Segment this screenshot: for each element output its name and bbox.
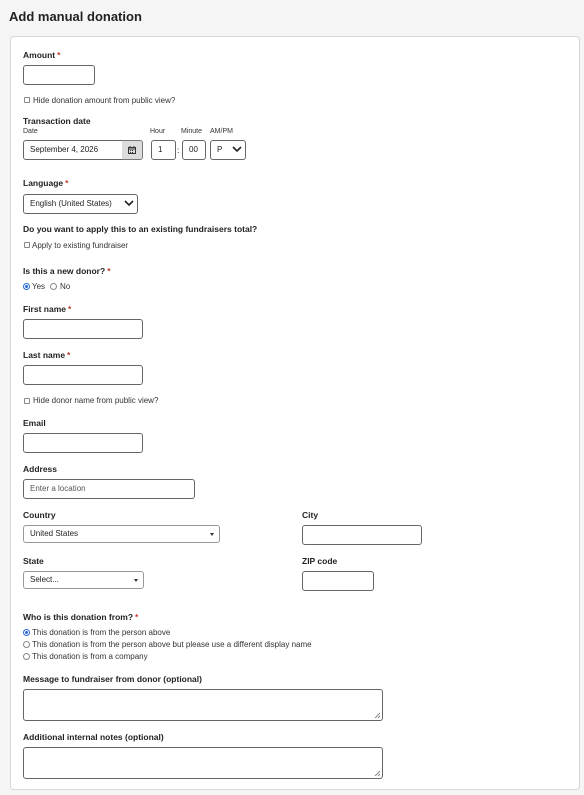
hide-donor-checkbox[interactable] [24, 398, 30, 404]
new-donor-yes-radio[interactable] [23, 283, 30, 290]
message-label: Message to fundraiser from donor (optional) [23, 674, 202, 684]
donation-from-person-label: This donation is from the person above [32, 628, 171, 637]
last-name-label: Last name * [23, 350, 71, 360]
required-mark: * [67, 350, 71, 360]
caret-down-icon [210, 533, 214, 536]
donation-from-label: Who is this donation from? * [23, 612, 139, 622]
donation-from-display-name-label: This donation is from the person above but please use a different display name [32, 640, 312, 649]
address-input[interactable]: Enter a location [23, 479, 195, 499]
new-donor-no-label: No [60, 282, 71, 291]
time-colon: : [177, 145, 180, 155]
address-label: Address [23, 464, 58, 474]
resize-grip-icon[interactable] [374, 712, 381, 719]
language-label: Language * [23, 178, 69, 188]
apply-existing-checkbox[interactable] [24, 242, 30, 248]
city-input[interactable] [302, 525, 422, 545]
hide-donor-label: Hide donor name from public view? [33, 396, 159, 405]
minute-label: Minute [181, 128, 203, 135]
hour-label: Hour [150, 128, 166, 135]
zip-input[interactable] [302, 571, 374, 591]
calendar-button[interactable] [122, 140, 143, 160]
first-name-label: First name * [23, 304, 72, 314]
notes-textarea[interactable] [23, 747, 383, 779]
existing-fundraiser-question: Do you want to apply this to an existing fundraisers total? [23, 224, 258, 234]
donation-from-company-radio[interactable] [23, 653, 30, 660]
ampm-value: P [217, 145, 223, 154]
donation-from-display-name-radio[interactable] [23, 641, 30, 648]
transaction-date-label: Transaction date [23, 116, 91, 126]
date-label: Date [23, 128, 38, 135]
new-donor-yes-label: Yes [32, 282, 46, 291]
required-mark: * [107, 266, 111, 276]
first-name-input[interactable] [23, 319, 143, 339]
notes-label: Additional internal notes (optional) [23, 732, 164, 742]
state-label: State [23, 556, 44, 566]
amount-input[interactable] [23, 65, 95, 85]
chevron-down-icon [232, 146, 242, 153]
ampm-label: AM/PM [210, 128, 233, 135]
calendar-icon [128, 146, 136, 154]
zip-label: ZIP code [302, 556, 338, 566]
city-label: City [302, 510, 319, 520]
hour-input[interactable]: 1 [151, 140, 176, 160]
required-mark: * [65, 178, 69, 188]
date-input[interactable]: September 4, 2026 [23, 140, 123, 160]
email-label: Email [23, 418, 46, 428]
required-mark: * [57, 50, 61, 60]
donation-from-person-radio[interactable] [23, 629, 30, 636]
message-textarea[interactable] [23, 689, 383, 721]
new-donor-no-radio[interactable] [50, 283, 57, 290]
required-mark: * [135, 612, 139, 622]
minute-input[interactable]: 00 [182, 140, 206, 160]
chevron-down-icon [124, 200, 134, 207]
resize-grip-icon[interactable] [374, 770, 381, 777]
required-mark: * [68, 304, 72, 314]
caret-down-icon [134, 579, 138, 582]
state-select[interactable]: Select... [23, 571, 144, 589]
new-donor-label: Is this a new donor? * [23, 266, 111, 276]
country-label: Country [23, 510, 56, 520]
language-select[interactable]: English (United States) [23, 194, 138, 214]
donation-form [10, 36, 580, 790]
amount-label: Amount * [23, 50, 61, 60]
hide-amount-checkbox[interactable] [24, 97, 30, 103]
country-select[interactable]: United States [23, 525, 220, 543]
email-input[interactable] [23, 433, 143, 453]
page-title: Add manual donation [9, 9, 142, 24]
donation-from-company-label: This donation is from a company [32, 652, 148, 661]
hide-amount-label: Hide donation amount from public view? [33, 96, 176, 105]
apply-existing-label: Apply to existing fundraiser [32, 241, 129, 250]
last-name-input[interactable] [23, 365, 143, 385]
